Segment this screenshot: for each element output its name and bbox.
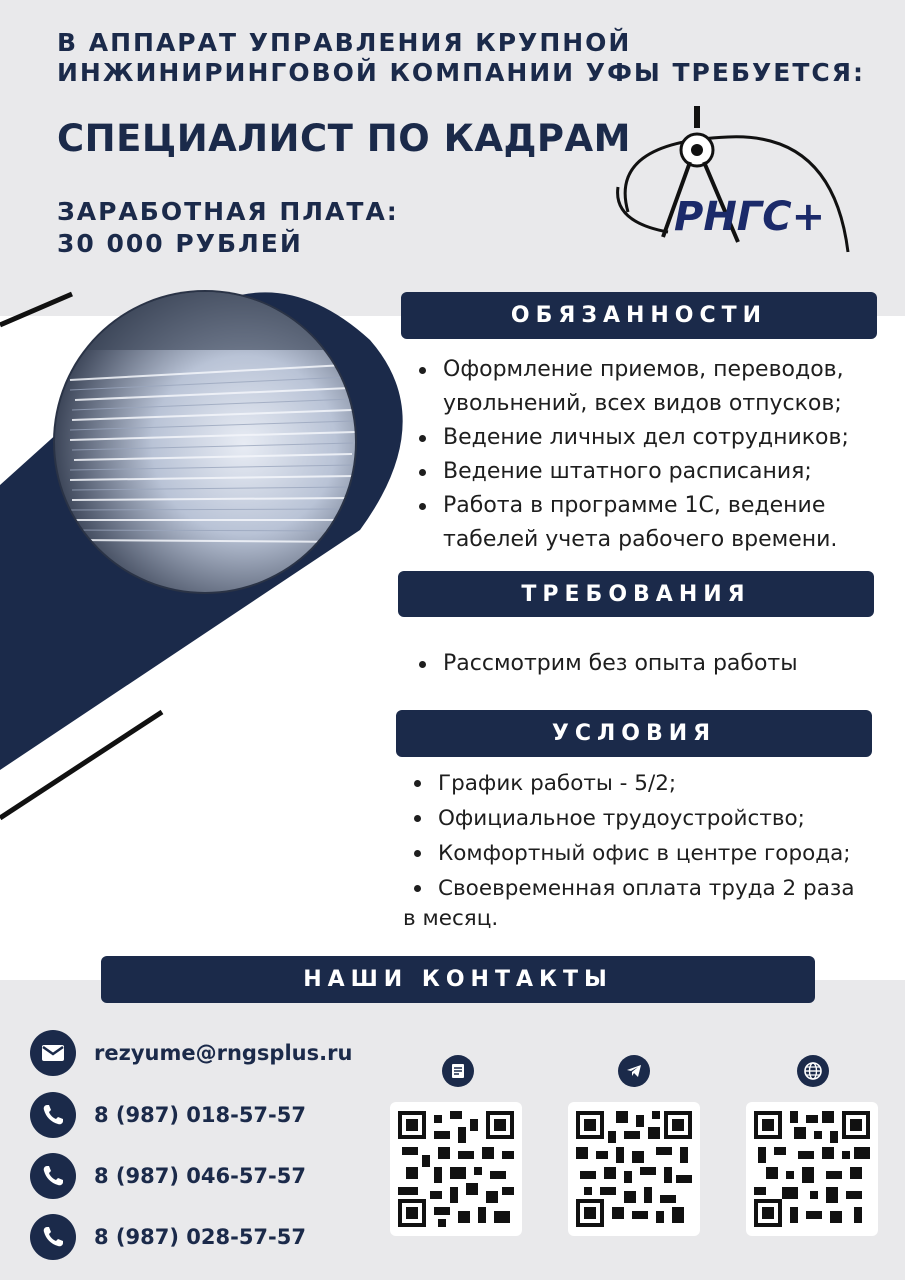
phone-number[interactable]: 8 (987) 028-57-57 — [94, 1225, 306, 1249]
list-item: Ведение личных дел сотрудников; — [415, 421, 885, 455]
compass-logo-icon — [694, 106, 700, 128]
salary-value: 30 000 РУБЛЕЙ — [57, 229, 303, 258]
phone-number[interactable]: 8 (987) 046-57-57 — [94, 1164, 306, 1188]
email-address[interactable]: rezyume@rngsplus.ru — [94, 1041, 353, 1065]
list-item: Своевременная оплата труда 2 раза — [410, 871, 890, 906]
requirements-heading: ТРЕБОВАНИЯ — [398, 571, 874, 617]
phone-icon — [30, 1153, 76, 1199]
duties-list — [415, 353, 885, 557]
qr-code-website[interactable] — [746, 1102, 878, 1236]
duties-heading: ОБЯЗАННОСТИ — [401, 292, 877, 339]
phone-icon — [30, 1214, 76, 1260]
globe-icon — [797, 1055, 829, 1087]
qr-code-pattern — [576, 1110, 692, 1228]
salary-label: ЗАРАБОТНАЯ ПЛАТА: — [57, 197, 399, 226]
logo-text: РНГС+ — [674, 194, 826, 240]
requirements-list — [415, 647, 885, 681]
phone-contact-3[interactable] — [30, 1214, 306, 1260]
qr-code-pattern — [398, 1110, 514, 1228]
resume-icon — [442, 1055, 474, 1087]
header-line-2: ИНЖИНИРИНГОВОЙ КОМПАНИИ УФЫ ТРЕБУЕТСЯ: — [57, 58, 865, 87]
envelope-icon — [30, 1030, 76, 1076]
conditions-heading: УСЛОВИЯ — [396, 710, 872, 757]
email-contact[interactable] — [30, 1030, 352, 1076]
company-logo — [608, 102, 858, 274]
conditions-tail: в месяц. — [403, 906, 499, 931]
telegram-icon — [618, 1055, 650, 1087]
phone-contact-1[interactable] — [30, 1092, 306, 1138]
conditions-list — [410, 766, 890, 906]
qr-code-resume[interactable] — [390, 1102, 522, 1236]
qr-code-telegram[interactable] — [568, 1102, 700, 1236]
qr-code-pattern — [754, 1110, 870, 1228]
decorative-photo-shape — [0, 270, 420, 830]
list-item: Рассмотрим без опыта работы — [415, 647, 885, 681]
salary-block — [57, 196, 399, 260]
list-item: Оформление приемов, переводов, увольнений, всех видов отпусков; — [415, 353, 885, 421]
contacts-heading: НАШИ КОНТАКТЫ — [101, 956, 815, 1003]
job-title: СПЕЦИАЛИСТ ПО КАДРАМ — [57, 117, 631, 160]
list-item: График работы - 5/2; — [410, 766, 890, 801]
list-item: Работа в программе 1С, ведение табелей учета рабочего времени. — [415, 489, 885, 557]
list-item: Ведение штатного расписания; — [415, 455, 885, 489]
list-item: Официальное трудоустройство; — [410, 801, 890, 836]
list-item: Комфортный офис в центре города; — [410, 836, 890, 871]
phone-icon — [30, 1092, 76, 1138]
phone-contact-2[interactable] — [30, 1153, 306, 1199]
header-line-1: В АППАРАТ УПРАВЛЕНИЯ КРУПНОЙ — [57, 28, 632, 57]
phone-number[interactable]: 8 (987) 018-57-57 — [94, 1103, 306, 1127]
